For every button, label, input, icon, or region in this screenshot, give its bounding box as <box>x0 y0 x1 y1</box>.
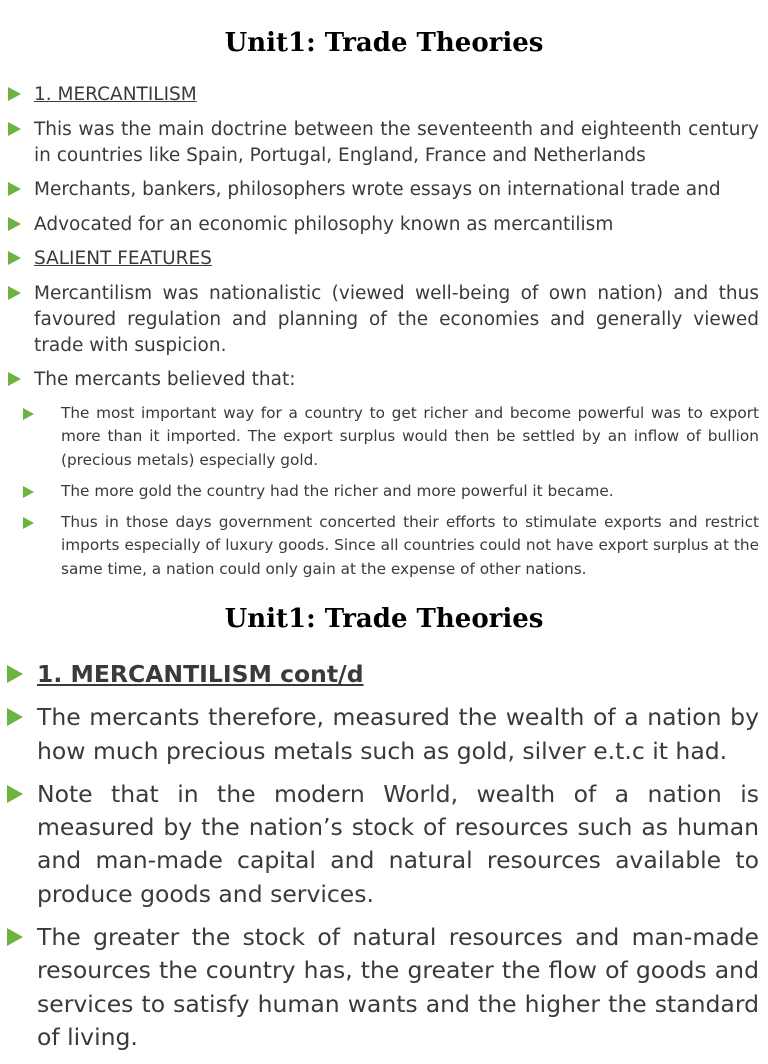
triangle-bullet-icon <box>23 408 34 420</box>
triangle-bullet-icon <box>8 251 21 265</box>
bullet-list <box>0 82 768 589</box>
triangle-bullet-icon <box>8 87 21 101</box>
bullet-text: Mercantilism was nationalistic (viewed well-being of own nation) and thus favoured regulation and planning of the economies and generally viewed trade with suspicion. <box>34 282 759 356</box>
bullet-text: Merchants, bankers, philosophers wrote essays on international trade and <box>34 179 721 200</box>
bullet-text: This was the main doctrine between the seventeenth and eighteenth century in countries like Spain, Portugal, England, France and Netherlands <box>34 118 759 166</box>
sub-list-item <box>61 480 759 504</box>
triangle-bullet-icon <box>7 928 23 946</box>
sub-list-item <box>61 511 759 582</box>
bullet-text: Advocated for an economic philosophy known as mercantilism <box>34 213 614 235</box>
triangle-bullet-icon <box>8 217 21 231</box>
list-item <box>34 246 759 272</box>
list-item <box>37 701 759 768</box>
list-item <box>34 212 759 238</box>
triangle-bullet-icon <box>7 708 23 726</box>
triangle-bullet-icon <box>8 286 21 300</box>
triangle-bullet-icon <box>7 665 23 683</box>
section-heading: 1. MERCANTILISM cont/d <box>37 660 364 688</box>
section-heading: 1. MERCANTILISM <box>34 84 197 105</box>
list-item <box>37 778 759 911</box>
triangle-bullet-icon <box>8 122 21 136</box>
bullet-text: The mercants therefore, measured the wealth of a nation by how much precious metals such as gold, silver e.t.c it had. <box>37 703 759 765</box>
list-item <box>34 82 759 108</box>
slide-2 <box>0 578 768 1051</box>
list-item <box>37 658 759 691</box>
sub-list-item <box>61 402 759 473</box>
slide-title: Unit1: Trade Theories <box>224 604 544 634</box>
list-item <box>34 281 759 359</box>
list-item <box>34 117 759 169</box>
triangle-bullet-icon <box>8 182 21 196</box>
triangle-bullet-icon <box>23 517 34 529</box>
bullet-text: The mercants believed that: <box>34 369 296 390</box>
bullet-text: The greater the stock of natural resources and man-made resources the country has, the greater the flow of goods and services to satisfy human wants and the higher the standard of living. <box>37 923 759 1051</box>
sub-bullet-text: Thus in those days government concerted their efforts to stimulate exports and restrict imports especially of luxury goods. Since all countries could not have export surplus at the same time, a nation could only gain at the expense of other nations. <box>61 512 759 578</box>
slide-title: Unit1: Trade Theories <box>224 28 544 58</box>
bullet-text: Note that in the modern World, wealth of a nation is measured by the nation’s stock of resources such as human and man-made capital and natural resources available to produce goods and services. <box>37 779 759 908</box>
sub-bullet-text: The most important way for a country to get richer and become powerful was to export more than it imported. The export surplus would then be settled by an inflow of bullion (precious metals) especially gold. <box>61 403 759 469</box>
triangle-bullet-icon <box>23 486 34 498</box>
bullet-list <box>0 658 768 1064</box>
list-item <box>34 177 759 203</box>
list-item <box>37 921 759 1054</box>
triangle-bullet-icon <box>8 372 21 386</box>
sub-bullet-text: The more gold the country had the richer and more powerful it became. <box>61 481 614 500</box>
list-item <box>34 367 759 393</box>
triangle-bullet-icon <box>7 785 23 803</box>
section-heading: SALIENT FEATURES <box>34 248 212 269</box>
